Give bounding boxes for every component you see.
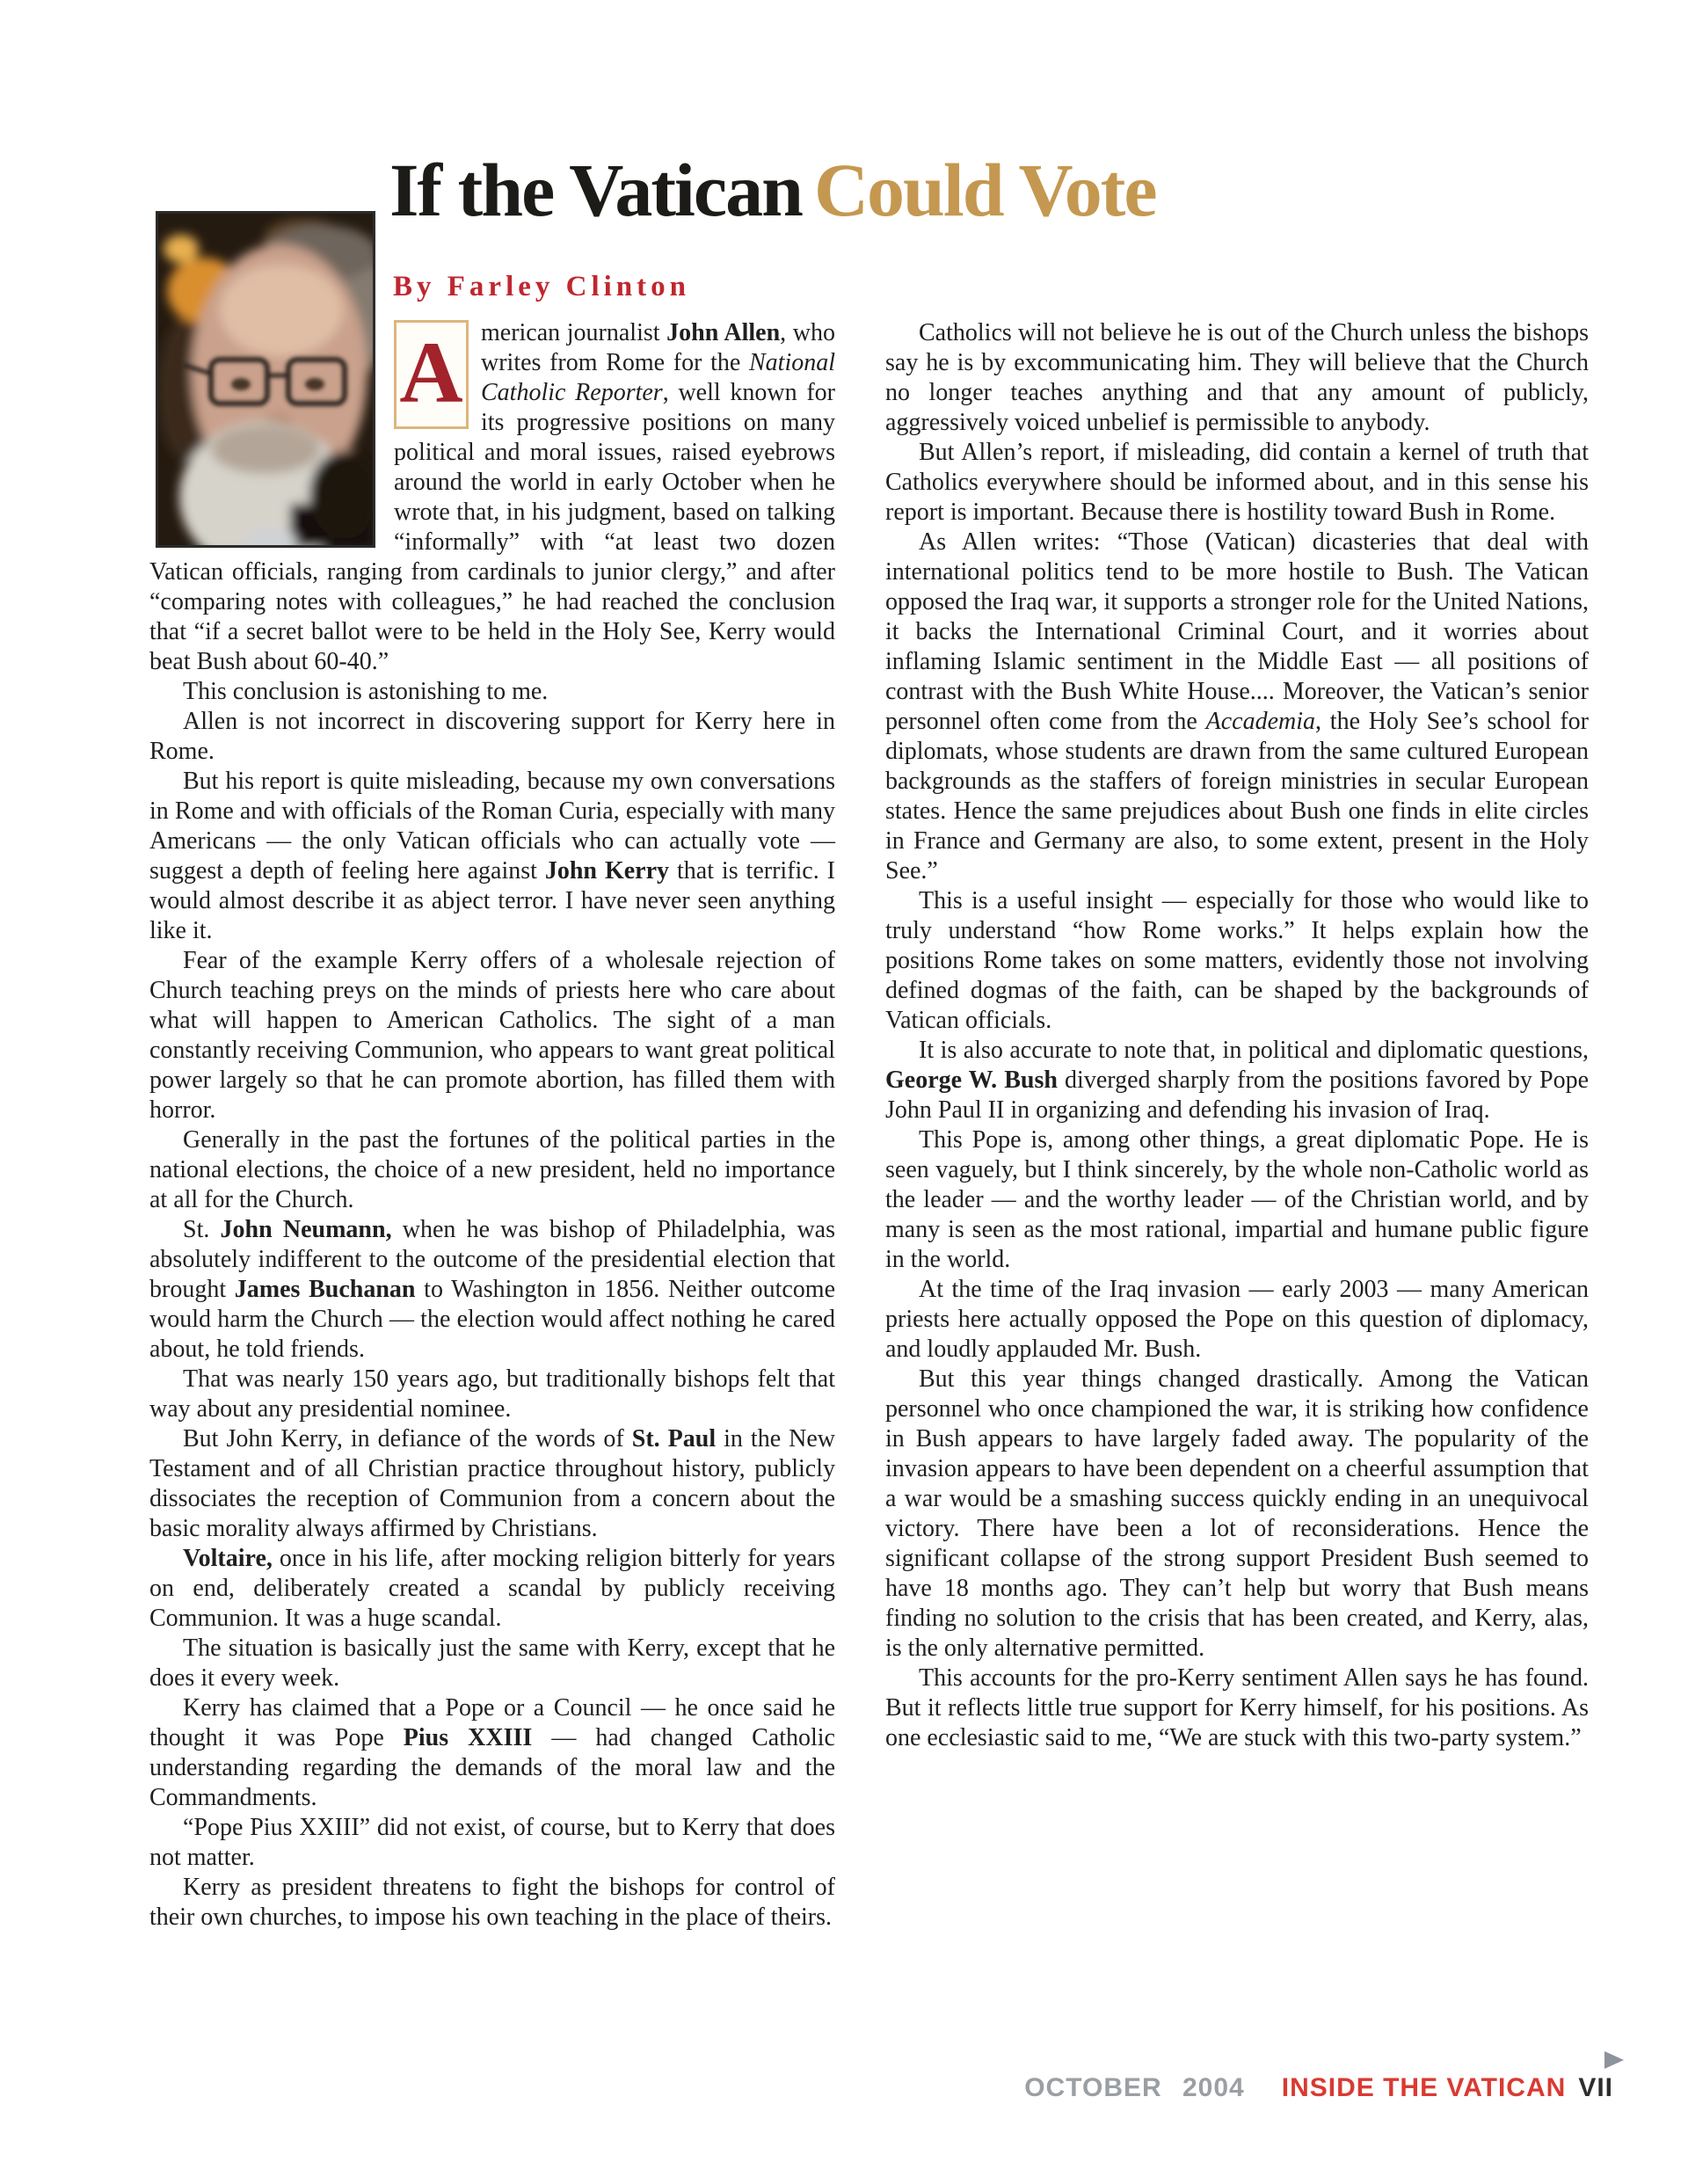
paragraph: Kerry as president threatens to fight the bishops for control of their own churches, to impose his own teaching in the place of theirs. xyxy=(149,1874,835,1931)
paragraph: But his report is quite misleading, because my own conversations in Rome and with officials of the Roman Curia, especially with many Americans — the only Vatican officials who can actually vote — suggest a depth of feeling here against John Kerry that is terrific. I would almost describe it as abject terror. I have never seen anything like it. xyxy=(149,768,835,944)
dropcap xyxy=(394,320,469,429)
paragraph: This is a useful insight — especially for those who would like to truly understand “how Rome works.” It helps explain how the positions Rome takes on some matters, evidently those not involving defined dogmas of the faith, can be shaped by the backgrounds of Vatican officials. xyxy=(885,887,1589,1034)
paragraph: This Pope is, among other things, a great diplomatic Pope. He is seen vaguely, but I think sincerely, by the whole non-Catholic world as the leader — and the worthy leader — of the Christian world, and by many is seen as the most rational, impartial and humane public figure in the world. xyxy=(885,1126,1589,1273)
page-footer xyxy=(1024,2073,1613,2103)
paragraph: This accounts for the pro-Kerry sentiment Allen says he has found. But it reflects little true support for Kerry himself, for his positions. As one ecclesiastic said to me, “We are stuck with this two-party system.” xyxy=(885,1664,1589,1751)
paragraph: St. John Neumann, when he was bishop of Philadelphia, was absolutely indifferent to the outcome of the presidential election that brought James Buchanan to Washington in 1856. Neither outcome would harm the Church — the election would affect nothing he cared about, he told friends. xyxy=(149,1216,836,1363)
byline: By Farley Clinton xyxy=(393,271,690,302)
paragraph: That was nearly 150 years ago, but traditionally bishops felt that way about any presidential nominee. xyxy=(149,1365,835,1423)
paragraph: The situation is basically just the same with Kerry, except that he does it every week. xyxy=(149,1634,835,1692)
footer-magazine-name: INSIDE THE VATICAN xyxy=(1281,2073,1567,2102)
left-column xyxy=(149,318,835,1933)
paragraph: Kerry has claimed that a Pope or a Council — he once said he thought it was Pope Pius XXIII — had changed Catholic understanding regarding the demands of the moral law and the Commandments. xyxy=(149,1694,835,1811)
lead-paragraph: merican journalist John Allen, who writes from Rome for the National Catholic Reporter, well known for its progressive positions on many political and moral issues, raised eyebrows around the world in early October when he wrote that, in his judgment, based on talking “informally” with “at least two dozen Vatican officials, ranging from cardinals to junior clergy,” and after “comparing notes with colleagues,” he had reached the conclusion that “if a secret ballot were to be held in the Holy See, Kerry would beat Bush about 60-40.” xyxy=(149,319,835,675)
dropcap-letter: A xyxy=(399,324,463,421)
paragraph: Generally in the past the fortunes of the political parties in the national elections, the choice of a new president, held no importance at all for the Church. xyxy=(149,1126,835,1213)
right-triangle-icon xyxy=(1604,2051,1624,2069)
article-title xyxy=(389,148,1156,232)
paragraph: As Allen writes: “Those (Vatican) dicasteries that deal with international politics tend to be more hostile to Bush. The Vatican opposed the Iraq war, it supports a stronger role for the United Nations, it backs the International Criminal Court, and it worries about inflaming Islamic sentiment in the Middle East — all positions of contrast with the Bush White House.... Moreover, the Vatican’s senior personnel often come from the Accademia, the Holy See’s school for diplomats, whose students are drawn from the same cultured European backgrounds as the staffers of foreign ministries in secular European states. Hence the same prejudices about Bush one finds in elite circles in France and Germany are also, to some extent, present in the Holy See.” xyxy=(885,528,1590,885)
paragraph: But John Kerry, in defiance of the words of St. Paul in the New Testament and of all Christian practice throughout history, publicly dissociates the reception of Communion from a concern about the basic morality always affirmed by Christians. xyxy=(149,1425,835,1542)
paragraph: But Allen’s report, if misleading, did contain a kernel of truth that Catholics everywhere should be informed about, and in this sense his report is important. Because there is hostility toward Bush in Rome. xyxy=(885,439,1589,526)
paragraph: Voltaire, once in his life, after mocking religion bitterly for years on end, deliberately created a scandal by publicly receiving Communion. It was a huge scandal. xyxy=(149,1545,835,1632)
photo-float-spacer xyxy=(149,318,394,549)
right-column xyxy=(885,318,1589,1753)
paragraph: It is also accurate to note that, in political and diplomatic questions, George W. Bush diverged sharply from the positions favored by Pope John Paul II in organizing and defending his invasion of Iraq. xyxy=(885,1037,1590,1124)
paragraph: But this year things changed drastically. Among the Vatican personnel who once championed the war, it is striking how confidence in Bush appears to have largely faded away. The popularity of the invasion appears to have been dependent on a cheerful assumption that a war would be a smashing success quickly ending in an unequivocal victory. There have been a lot of reconsiderations. Hence the significant collapse of the strong support President Bush seemed to have 18 months ago. They can’t help but worry that Bush means finding no solution to the crisis that has been created, and Kerry, alas, is the only alternative permitted. xyxy=(885,1365,1589,1662)
paragraph: Catholics will not believe he is out of the Church unless the bishops say he is by excommunicating him. They will believe that the Church no longer teaches anything and that any amount of publicly, aggressively voiced unbelief is permissible to anybody. xyxy=(885,319,1589,436)
paragraph: Allen is not incorrect in discovering support for Kerry here in Rome. xyxy=(149,708,835,765)
footer-issue-date: OCTOBER 2004 xyxy=(1024,2073,1245,2102)
title-text-primary: If the Vatican xyxy=(389,148,802,232)
title-text-accent: Could Vote xyxy=(813,148,1156,232)
footer-page-number: VII xyxy=(1578,2073,1613,2102)
paragraph: At the time of the Iraq invasion — early 2003 — many American priests here actually opposed the Pope on this question of diplomacy, and loudly applauded Mr. Bush. xyxy=(885,1276,1589,1363)
right-column-paragraphs xyxy=(885,318,1589,1753)
left-column-paragraphs xyxy=(149,677,835,1933)
paragraph: This conclusion is astonishing to me. xyxy=(183,678,549,705)
paragraph: “Pope Pius XXIII” did not exist, of course, but to Kerry that does not matter. xyxy=(149,1814,835,1871)
paragraph: Fear of the example Kerry offers of a wholesale rejection of Church teaching preys on the minds of priests here who care about what will happen to American Catholics. The sight of a man constantly receiving Communion, who appears to want great political power largely so that he can promote abortion, has filled them with horror. xyxy=(149,947,835,1124)
